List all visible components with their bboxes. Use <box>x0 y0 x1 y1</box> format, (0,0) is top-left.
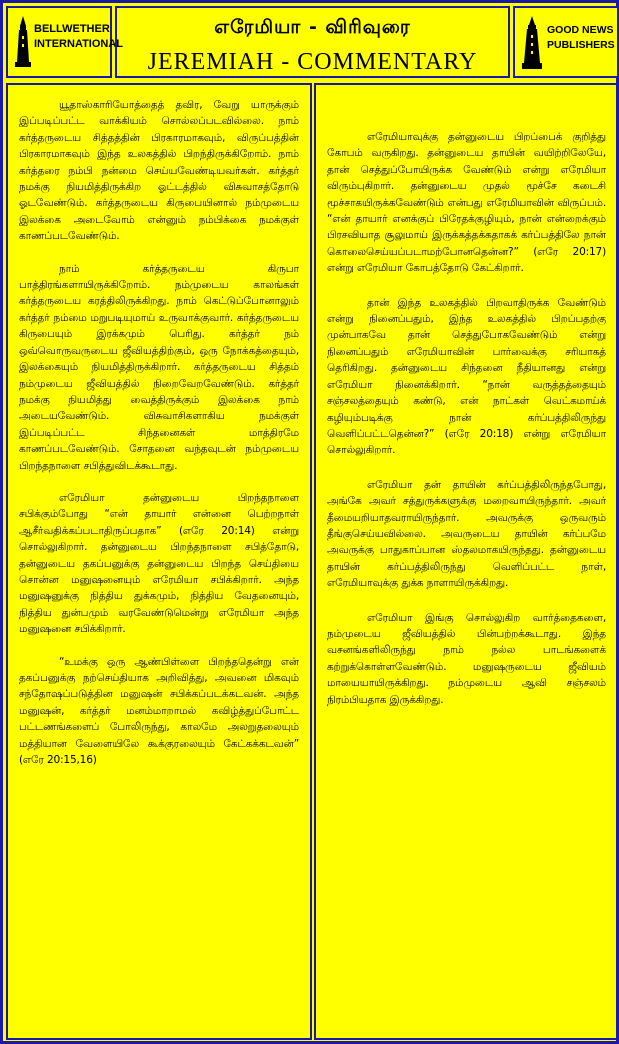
left-paragraph-2: நாம் கர்த்தருடைய கிருபா பாத்திரங்களாயிருக்கிறோம். நம்முடைய காலங்கள் கர்த்தருடைய கரத்திலிருக்கிறது. நாம் கெட்டுப்போனாலும் கர்த்தர் நம்மை மறுபடியுமாய் உருவாக்குவார். கர்த்தருடைய கிருபையும் இரக்கமும் பெரிது. கர்த்தர் நம் ஒவ்வொருவருடைய ஜீவியத்திற்கும், ஒரு நோக்கத்தையும், இலக்கையும் நியமித்திருக்கிறார். கர்த்தருடைய சித்தம் நம்முடைய ஜீவியத்தில் நிறைவேறவேண்டும். கர்த்தர் நமக்கு நியமித்து வைத்திருக்கும் இலக்கை நாம் அடையவேண்டும். விசுவாசிகளாகிய நமக்குள் இப்படிப்பட்ட சிந்தனைகள் மாத்திரமே காணப்படவேண்டும். சோதனை வந்தவுடன் நம்முடைய பிறந்தநாளை சபித்துவிடக்கூடாது. <box>19 262 299 472</box>
tower-icon <box>14 16 32 68</box>
logo-left-line1: BELLWETHER <box>34 23 110 35</box>
left-paragraph-1: யூதாஸ்காரியோத்தைத் தவிர, வேறு யாருக்கும் இப்படிப்பட்ட வாக்கியம் சொல்லப்படவில்லை. நாம் கர்த்தருடைய சித்தத்தின் பிரகாரமாகவும், விருப்பத்தின் பிரகாரமாகவும் இந்த உலகத்தில் பிறந்திருக்கிறோம். நாம் கர்த்தரை நம்பி நன்மை செய்யவேண்டியவர்கள். கர்த்தர் நமக்கு நியமித்திருக்கிற ஓட்டத்தில் விசுவாசத்தோடு ஓடவேண்டும். கர்த்தருடைய கிருபையினால் நம்முடைய இலக்கை அடைவோம் என்னும் நம்பிக்கை நமக்குள் காணப்படவேண்டும். <box>19 99 299 243</box>
logo-left-line2: INTERNATIONAL <box>34 38 124 50</box>
left-paragraph-3: எரேமியா தன்னுடைய பிறந்தநாளை சபிக்கும்போது “என் தாயார் என்னை பெற்றநாள் ஆசீர்வதிக்கப்படாதிருப்பதாக” (எரே 20:14) என்று சொல்லுகிறார். தன்னுடைய பிறந்தநாளை சபித்தோடு, தன்னுடைய தகப்பனுக்கு தன்னுடைய பிறந்த செய்தியை சொன்ன மனுஷனையும் எரேமியா சபிக்கிறார். அந்த மனுஷனுக்கு நித்திய துக்கமும், நித்திய வேதனையும், நித்திய துன்பமும் வரவேண்டுமென்று எரேமியா அந்த மனுஷனை சபிக்கிறார். <box>19 491 299 636</box>
logo-right-line1: GOOD NEWS <box>547 24 614 36</box>
right-paragraph-4: எரேமியா இங்கு சொல்லுகிற வார்த்தைகளை, நம்முடைய ஜீவியத்தில் பின்பற்றக்கூடாது. இந்த வசனங்களிலிருந்து நாம் நல்ல பாடங்களைக் கற்றுக்கொள்ளவேண்டும். மனுஷருடைய ஜீவியம் மாயையாயிருக்கிறது. நம்முடைய ஆவி சஞ்சலம் நிரம்பியதாக இருக்கிறது. <box>327 611 606 706</box>
right-paragraph-3: எரேமியா தன் தாயின் கர்ப்பத்திலிருந்தபோது, அங்கே அவர் சத்துருக்களுக்கு மறைவாயிருந்தார். அவர் தீமையறியாதவராயிருந்தார். அவருக்கு ஒருவரும் தீங்குசெய்யவில்லை. அவருடைய தாயின் கர்ப்பமே அவருக்கு பாதுகாப்பான ஸ்தலமாகயிருந்தது. தன்னுடைய தாயின் கர்ப்பத்திலிருந்து வெளிப்பட்ட நாள், எரேமியாவுக்கு துக்க நாளாயிருக்கிறது. <box>327 478 606 590</box>
right-column <box>314 83 619 1040</box>
title-tamil: எரேமியா - விரிவுரை <box>214 16 411 38</box>
header <box>6 6 619 78</box>
good-news-logo <box>513 6 619 78</box>
title-box <box>115 6 510 78</box>
logo-right-line2: PUBLISHERS <box>547 39 615 51</box>
right-paragraph-1: எரேமியாவுக்கு தன்னுடைய பிறப்பைக் குறித்து கோபம் வருகிறது. தன்னுடைய தாயின் வயிற்றிலேயே, தான் செத்துப்போயிருக்க வேண்டும் என்று எரேமியா விரும்புகிறார். தன்னுடைய முதல் மூச்சே கடைசி மூச்சாகயிருக்கவேண்டும் என்பது எரேமியாவின் விருப்பம். “என் தாயார் எனக்குப் பிரேதக்குழியும், நான் என்றைக்கும் பிரசவியாத சூலுமாய் இருக்கத்தக்கதாகக் கர்ப்பத்திலே நான் கொலைசெய்யப்படாமற்போனதென்ன?” (எரே 20:17) என்று எரேமியா கோபத்தோடு கேட்கிறார். <box>327 131 606 275</box>
right-paragraph-2: தான் இந்த உலகத்தில் பிறவாதிருக்க வேண்டும் என்று நினைப்பதும், இந்த உலகத்தில் பிறப்பதற்கு முன்பாகவே தான் செத்துபோகவேண்டும் என்று நினைப்பதும் எரேமியாவின் பார்வைக்கு சரியாகத் தெரிகிறது. தன்னுடைய சிந்தனை நீதியானது என்று எரேமியா நினைக்கிறார். “நான் வருத்தத்தையும் சஞ்சலத்தையும் கண்டு, என் நாட்கள் வெட்கமாய்க் கழியும்படிக்கு நான் கர்ப்பத்திலிருந்து வெளிப்பட்டதென்ன?” (எரே 20:18) என்று எரேமியா சொல்லுகிறார். <box>327 296 606 457</box>
left-column <box>6 83 312 1040</box>
bellwether-logo <box>6 6 124 78</box>
title-english: JEREMIAH - COMMENTARY <box>147 49 478 75</box>
tower-icon <box>521 16 543 70</box>
left-paragraph-4: “உமக்கு ஒரு ஆண்பிள்ளை பிறந்ததென்று என் தகப்பனுக்கு நற்செய்தியாக அறிவித்து, அவனை மிகவும் சந்தோஷப்படுத்தின மனுஷன் சபிக்கப்படக்கடவன். அந்த மனுஷன், கர்த்தர் மனம்மாறாமல் கவிழ்த்துப்போட்ட பட்டணங்களைப் போலிருந்து, காலமே அலறுதலையும் மத்தியான வேளையிலே கூக்குரலையும் கேட்கக்கடவன்” (எரே 20:15,16) <box>19 655 299 767</box>
